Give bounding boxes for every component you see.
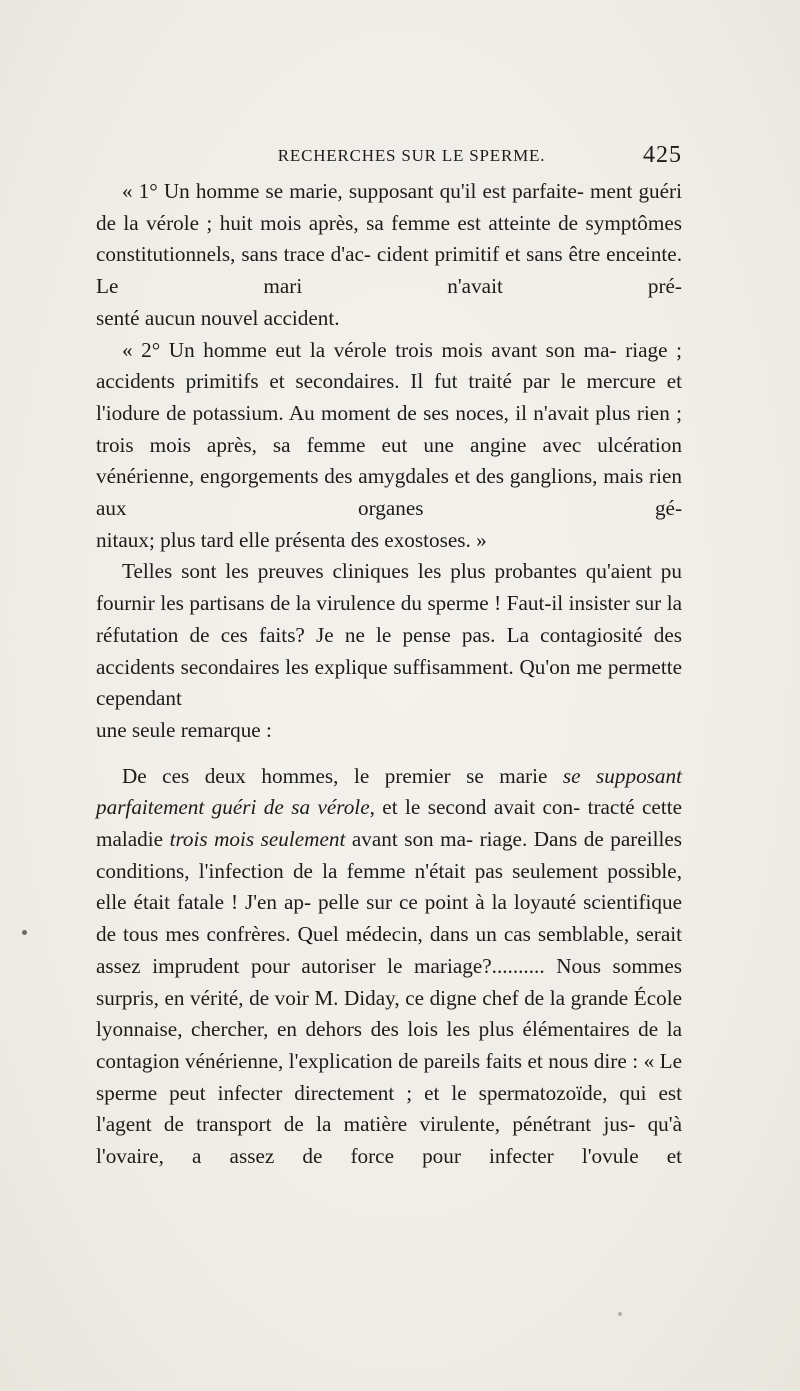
text-line: riage ; accidents primitifs et secondaires. Il fut traité par — [96, 337, 683, 394]
italic-phrase: trois mois seulement — [169, 827, 346, 852]
text-line: « 2° Un homme eut la vérole trois mois avant son ma- — [122, 337, 617, 362]
margin-speck — [22, 930, 27, 935]
text-line: nitaux; plus tard elle présenta des exostoses. » — [96, 527, 487, 552]
paragraph-3-end — [96, 715, 682, 747]
text-line: ne le pense pas. La contagiosité des accidents secondaires — [96, 622, 682, 679]
text-line: « 1° Un homme se marie, supposant qu'il est parfaite- — [122, 179, 584, 203]
text-line: atteinte de symptômes constitutionnels, sans trace d'ac- — [96, 210, 683, 267]
text-line: amygdales et des ganglions, mais rien aux organes gé- — [96, 464, 682, 521]
text-line: peut infecter directement ; et le spermatozoïde, qui est — [169, 1080, 682, 1105]
text-line: de la grande École lyonnaise, chercher, en dehors des — [96, 985, 682, 1042]
text-line: pelle sur ce point à la loyauté scientifique de tous mes — [96, 890, 682, 947]
text-line: une seule remarque : — [96, 717, 272, 742]
paragraph-2-end — [96, 525, 682, 557]
body-text — [96, 176, 682, 1173]
text-line: noces, il n'avait plus rien ; trois mois après, sa femme eut — [96, 400, 682, 457]
text-line: le mercure et l'iodure de potassium. Au moment de ses — [96, 369, 682, 425]
text-line: cident primitif et sans être enceinte. Le mari n'avait pré- — [96, 242, 683, 299]
text-line: confrères. Quel médecin, dans un cas semblable, serait — [206, 922, 683, 947]
text-segment: De ces deux hommes, le premier se marie — [122, 763, 563, 788]
text-line: lois les plus élémentaires de la contagion vénérienne, — [96, 1017, 682, 1073]
text-line: Telles sont les preuves cliniques les plus probantes — [122, 559, 577, 584]
running-title: RECHERCHES SUR LE SPERME. — [277, 146, 546, 165]
paragraph-2 — [96, 335, 682, 525]
text-line: l'explication de pareils faits et nous dire : « Le sperme — [96, 1048, 683, 1105]
margin-speck — [618, 1312, 622, 1316]
text-line: les explique suffisamment. Qu'on me permette cependant — [96, 654, 683, 711]
text-line: sperme ! Faut-il insister sur la réfutation de ces faits? Je — [96, 591, 683, 647]
running-head — [96, 142, 682, 172]
text-line: une angine avec ulcération vénérienne, engorgements des — [96, 432, 682, 489]
italic-phrase: se supposant — [562, 763, 682, 788]
text-line: ment guéri de la vérole ; huit mois après, sa femme est — [96, 179, 682, 235]
paragraph-gap — [96, 747, 682, 761]
text-line: qu'à l'ovaire, a assez de force pour infecter l'ovule et — [96, 1112, 682, 1169]
text-line: qu'aient pu fournir les partisans de la virulence du — [96, 559, 682, 616]
text-line: riage. Dans de pareilles conditions, l'infection de la femme — [96, 827, 683, 883]
text-line: l'agent de transport de la matière virulente, pénétrant jus- — [96, 1112, 636, 1137]
paragraph-1 — [96, 176, 682, 303]
text-line: senté aucun nouvel accident. — [96, 305, 340, 330]
text-segment: , et le second avait con- — [369, 795, 581, 820]
paragraph-1-end — [96, 303, 682, 335]
text-line: sommes surpris, en vérité, de voir M. Diday, ce digne chef — [96, 953, 682, 1010]
text-line: n'était pas seulement possible, elle était fatale ! J'en ap- — [96, 858, 683, 915]
text-segment: avant son ma- — [345, 827, 474, 852]
page-number: 425 — [643, 142, 682, 168]
text-segment: tracté cette maladie — [96, 795, 682, 852]
paragraph-3 — [96, 556, 682, 715]
text-line: assez imprudent pour autoriser le mariage?.......... Nous — [96, 953, 601, 978]
italic-phrase: parfaitement guéri de sa vérole — [96, 795, 370, 820]
paragraph-4 — [96, 761, 682, 1173]
